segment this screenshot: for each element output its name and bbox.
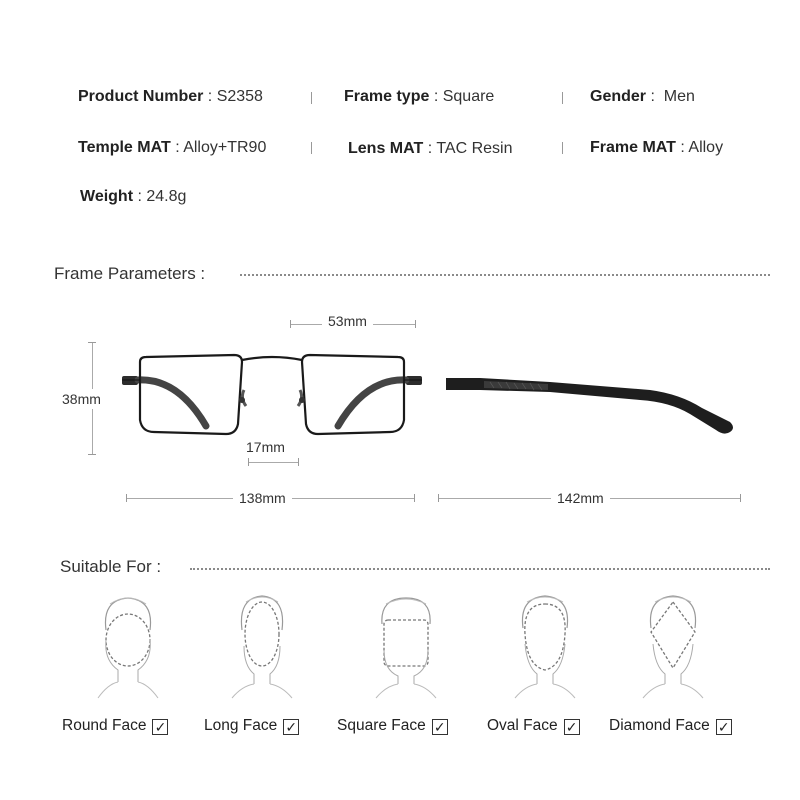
dim-tick — [126, 494, 127, 502]
frame-parameters-title: Frame Parameters : — [54, 264, 213, 284]
check-icon: ✓ — [152, 719, 168, 735]
spec-value: Men — [663, 88, 695, 105]
spec-label: Weight — [80, 188, 134, 205]
dim-tick — [414, 494, 415, 502]
spec-label: Frame type — [344, 88, 430, 105]
frame-width-label: 138mm — [233, 490, 292, 506]
spec-value: 24.8g — [146, 188, 187, 205]
oval-face-icon — [505, 590, 585, 700]
dim-tick — [88, 454, 96, 455]
divider — [562, 92, 563, 104]
face-label: Long Face — [204, 717, 278, 734]
glasses-front-image — [118, 350, 428, 440]
square-face-icon — [366, 590, 446, 700]
divider — [311, 92, 312, 104]
face-label: Round Face — [62, 717, 147, 734]
spec-value: S2358 — [216, 88, 263, 105]
bridge-width-line — [248, 462, 298, 463]
spec-value: Alloy+TR90 — [183, 139, 267, 156]
section-divider — [240, 274, 770, 276]
face-label: Diamond Face — [609, 717, 710, 734]
dim-tick — [88, 342, 96, 343]
spec-label: Frame MAT — [590, 139, 676, 156]
face-label: Oval Face — [487, 717, 558, 734]
spec-label: Gender — [590, 88, 647, 105]
section-divider — [190, 568, 770, 570]
check-icon: ✓ — [716, 719, 732, 735]
spec-lens-mat: Lens MAT : TAC Resin — [348, 140, 513, 157]
lens-width-label: 53mm — [322, 313, 373, 329]
check-icon: ✓ — [432, 719, 448, 735]
dim-tick — [415, 320, 416, 328]
dim-tick — [298, 458, 299, 466]
divider — [562, 142, 563, 154]
face-option-oval — [487, 717, 580, 735]
spec-temple-mat: Temple MAT : Alloy+TR90 — [78, 139, 267, 156]
face-option-round — [62, 717, 168, 735]
long-face-icon — [222, 590, 302, 700]
spec-frame-type: Frame type : Square — [344, 88, 495, 105]
spec-value: Alloy — [688, 139, 724, 156]
lens-height-label: 38mm — [62, 391, 101, 407]
spec-label: Product Number — [78, 88, 204, 105]
spec-frame-mat: Frame MAT : Alloy — [590, 139, 724, 156]
temple-length-label: 142mm — [551, 490, 610, 506]
dim-tick — [290, 320, 291, 328]
face-label: Square Face — [337, 717, 426, 734]
face-option-long — [204, 717, 299, 735]
check-icon: ✓ — [283, 719, 299, 735]
spec-value: Square — [442, 88, 495, 105]
temple-side-image — [440, 370, 740, 440]
dim-tick — [248, 458, 249, 466]
check-icon: ✓ — [564, 719, 580, 735]
diamond-face-icon — [633, 590, 713, 700]
spec-value: TAC Resin — [436, 140, 513, 157]
bridge-width-label: 17mm — [242, 439, 289, 455]
spec-weight: Weight : 24.8g — [80, 188, 187, 205]
face-option-square — [337, 717, 448, 735]
dim-tick — [740, 494, 741, 502]
round-face-icon — [88, 590, 168, 700]
spec-label: Lens MAT — [348, 140, 424, 157]
spec-gender: Gender : Men — [590, 88, 695, 105]
suitable-for-title: Suitable For : — [60, 557, 169, 577]
divider — [311, 142, 312, 154]
spec-label: Temple MAT — [78, 139, 171, 156]
spec-product-number: Product Number : S2358 — [78, 88, 263, 105]
dim-tick — [438, 494, 439, 502]
face-option-diamond — [609, 717, 732, 735]
